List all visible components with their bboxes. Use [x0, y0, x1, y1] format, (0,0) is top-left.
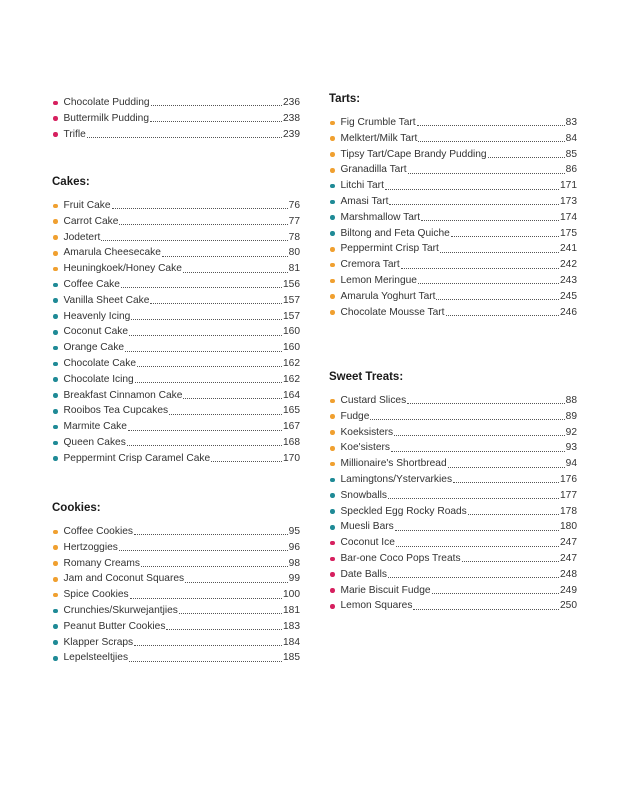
bullet-dot-icon — [53, 624, 58, 629]
bullet-dot-icon — [330, 493, 335, 498]
toc-entry — [329, 583, 577, 599]
bullet-dot-icon — [53, 251, 58, 256]
entry-page-number: 88 — [565, 395, 577, 406]
dot-leader — [211, 461, 282, 462]
entry-page-number: 156 — [283, 278, 300, 290]
bullet-dot-icon — [330, 541, 335, 546]
entry-page-number: 167 — [283, 421, 300, 433]
toc-entry — [329, 440, 577, 456]
dot-leader — [413, 609, 559, 610]
bullet-dot-icon — [330, 572, 335, 577]
entry-page-number: 180 — [560, 521, 577, 533]
bullet-dot-icon — [53, 204, 58, 209]
entry-page-number: 249 — [560, 584, 577, 596]
dot-leader — [388, 498, 559, 499]
dot-leader — [151, 105, 282, 106]
entry-title: Coconut Cake — [63, 326, 129, 338]
dot-leader — [488, 157, 565, 158]
bullet-dot-icon — [330, 430, 335, 435]
toc-entry — [329, 115, 577, 131]
entry-page-number: 178 — [560, 505, 577, 517]
entry-title: Tipsy Tart/Cape Brandy Pudding — [340, 148, 487, 160]
entry-page-number: 77 — [288, 215, 300, 227]
toc-entry — [52, 372, 300, 388]
bullet-dot-icon — [53, 640, 58, 645]
bullet-dot-icon — [330, 184, 335, 189]
entry-page-number: 177 — [560, 489, 577, 501]
entry-title: Crunchies/Skurwejantjies — [63, 604, 178, 616]
entry-page-number: 171 — [560, 180, 577, 192]
toc-entry — [52, 451, 300, 467]
toc-entry — [52, 619, 300, 635]
entry-title: Spice Cookies — [63, 589, 129, 601]
dot-leader — [179, 613, 282, 614]
bullet-dot-icon — [330, 399, 335, 404]
dot-leader — [101, 240, 287, 241]
bullet-dot-icon — [53, 441, 58, 446]
entry-page-number: 170 — [283, 452, 300, 464]
dot-leader — [134, 645, 282, 646]
entry-page-number: 96 — [288, 541, 300, 553]
entry-title: Marmite Cake — [63, 421, 127, 433]
entry-page-number: 81 — [288, 263, 300, 275]
toc-entry — [52, 635, 300, 651]
toc-entry — [52, 230, 300, 246]
bullet-dot-icon — [330, 136, 335, 141]
entry-title: Marshmallow Tart — [340, 211, 421, 223]
bullet-dot-icon — [330, 446, 335, 451]
entry-title: Bar-one Coco Pops Treats — [340, 552, 461, 564]
entry-page-number: 89 — [565, 410, 577, 422]
dot-leader — [394, 435, 565, 436]
toc-entry — [52, 435, 300, 451]
bullet-dot-icon — [53, 314, 58, 319]
bullet-dot-icon — [53, 609, 58, 614]
entry-page-number: 160 — [283, 342, 300, 354]
toc-entry — [329, 488, 577, 504]
dot-leader — [385, 189, 559, 190]
toc-entry — [329, 567, 577, 583]
toc-entry — [52, 214, 300, 230]
entry-title: Coconut Ice — [340, 537, 395, 549]
entry-title: Fruit Cake — [63, 200, 111, 211]
entry-title: Muesli Bars — [340, 521, 394, 533]
entry-page-number: 165 — [283, 405, 300, 417]
toc-entry — [52, 571, 300, 587]
toc-entry — [52, 603, 300, 619]
toc-entry — [329, 257, 577, 273]
entry-title: Koeksisters — [340, 426, 394, 438]
bullet-dot-icon — [53, 456, 58, 461]
dot-leader — [417, 125, 565, 126]
entry-page-number: 164 — [283, 389, 300, 401]
bullet-dot-icon — [330, 414, 335, 419]
dot-leader — [418, 283, 559, 284]
dot-leader — [150, 303, 282, 304]
entry-title: Fudge — [340, 410, 370, 422]
toc-entry — [329, 273, 577, 289]
toc-entry — [329, 535, 577, 551]
toc-entry — [329, 598, 577, 614]
toc-entry — [52, 293, 300, 309]
bullet-dot-icon — [53, 425, 58, 430]
entry-title: Buttermilk Pudding — [63, 112, 150, 124]
entry-title: Litchi Tart — [340, 180, 384, 192]
entry-title: Custard Slices — [340, 395, 407, 406]
entry-title: Amarula Yoghurt Tart — [340, 290, 436, 302]
entry-page-number: 174 — [560, 211, 577, 223]
bullet-dot-icon — [53, 116, 58, 121]
entry-page-number: 168 — [283, 436, 300, 448]
bullet-dot-icon — [53, 283, 58, 288]
dot-leader — [448, 467, 565, 468]
toc-entry — [52, 587, 300, 603]
entry-title: Queen Cakes — [63, 436, 126, 448]
dot-leader — [169, 414, 282, 415]
entry-title: Speckled Egg Rocky Roads — [340, 505, 467, 517]
bullet-dot-icon — [53, 235, 58, 240]
dot-leader — [389, 204, 559, 205]
entry-page-number: 250 — [560, 600, 577, 612]
dot-leader — [119, 224, 287, 225]
entry-page-number: 85 — [565, 148, 577, 160]
dot-leader — [119, 550, 288, 551]
dot-leader — [127, 445, 282, 446]
entry-page-number: 157 — [283, 294, 300, 306]
cookies-section — [52, 500, 300, 666]
entry-title: Lepelsteeltjies — [63, 652, 129, 664]
dot-leader — [436, 299, 559, 300]
dot-leader — [166, 629, 282, 630]
toc-entry — [52, 388, 300, 404]
dot-leader — [396, 546, 559, 547]
bullet-dot-icon — [53, 219, 58, 224]
dot-leader — [130, 598, 282, 599]
entry-title: Lemon Meringue — [340, 274, 417, 286]
entry-page-number: 239 — [283, 128, 300, 140]
toc-entry — [329, 425, 577, 441]
toc-entry — [329, 241, 577, 257]
entry-page-number: 181 — [283, 604, 300, 616]
dot-leader — [112, 208, 288, 209]
toc-entry — [52, 524, 300, 540]
entry-page-number: 242 — [560, 259, 577, 271]
dot-leader — [128, 430, 282, 431]
entry-page-number: 184 — [283, 636, 300, 648]
bullet-dot-icon — [330, 509, 335, 514]
bullet-dot-icon — [330, 478, 335, 483]
dot-leader — [131, 319, 282, 320]
entry-page-number: 94 — [565, 458, 577, 470]
entry-title: Orange Cake — [63, 342, 125, 354]
bullet-dot-icon — [53, 656, 58, 661]
entry-title: Rooibos Tea Cupcakes — [63, 405, 169, 417]
bullet-dot-icon — [53, 561, 58, 566]
dot-leader — [408, 173, 565, 174]
toc-entry — [329, 194, 577, 210]
entry-page-number: 92 — [565, 426, 577, 438]
dot-leader — [370, 419, 564, 420]
bullet-dot-icon — [330, 310, 335, 315]
entry-title: Romany Creams — [63, 557, 140, 569]
entry-title: Lamingtons/Ystervarkies — [340, 473, 453, 485]
bullet-dot-icon — [53, 101, 58, 106]
bullet-dot-icon — [330, 247, 335, 252]
toc-entry — [52, 245, 300, 261]
toc-entry — [329, 289, 577, 305]
entry-title: Chocolate Pudding — [63, 97, 150, 108]
entry-title: Date Balls — [340, 568, 387, 580]
entry-title: Peppermint Crisp Caramel Cake — [63, 452, 211, 464]
toc-entry — [52, 277, 300, 293]
entry-title: Melktert/Milk Tart — [340, 132, 418, 144]
toc-entry — [329, 226, 577, 242]
bullet-dot-icon — [330, 231, 335, 236]
toc-entry — [52, 650, 300, 666]
section-heading-sweet-treats: Sweet Treats: — [329, 371, 404, 383]
toc-entry — [52, 340, 300, 356]
entry-title: Snowballs — [340, 489, 387, 501]
entry-page-number: 245 — [560, 290, 577, 302]
entry-title: Coffee Cookies — [63, 526, 133, 537]
entry-page-number: 160 — [283, 326, 300, 338]
dot-leader — [401, 268, 559, 269]
bullet-dot-icon — [53, 577, 58, 582]
entry-title: Millionaire's Shortbread — [340, 458, 447, 470]
toc-entry — [329, 131, 577, 147]
bullet-dot-icon — [330, 168, 335, 173]
puddings-list — [52, 95, 300, 142]
cakes-section — [52, 174, 300, 467]
entry-page-number: 157 — [283, 310, 300, 322]
toc-entry — [52, 356, 300, 372]
toc-entry — [52, 111, 300, 127]
entry-title: Fig Crumble Tart — [340, 117, 416, 128]
dot-leader — [388, 577, 559, 578]
toc-entry — [52, 324, 300, 340]
entry-page-number: 93 — [565, 442, 577, 454]
dot-leader — [468, 514, 559, 515]
entry-page-number: 162 — [283, 357, 300, 369]
bullet-dot-icon — [330, 152, 335, 157]
toc-entry — [52, 198, 300, 214]
bullet-dot-icon — [53, 298, 58, 303]
entry-title: Peppermint Crisp Tart — [340, 243, 439, 255]
dot-leader — [129, 661, 282, 662]
bullet-dot-icon — [53, 409, 58, 414]
dot-leader — [462, 561, 559, 562]
tarts-section — [329, 91, 577, 320]
dot-leader — [129, 335, 282, 336]
toc-entry — [329, 456, 577, 472]
entry-title: Lemon Squares — [340, 600, 413, 612]
entry-title: Trifle — [63, 128, 86, 140]
dot-leader — [134, 534, 288, 535]
bullet-dot-icon — [53, 362, 58, 367]
entry-page-number: 78 — [288, 231, 300, 243]
bullet-dot-icon — [330, 263, 335, 268]
toc-entry — [329, 305, 577, 321]
toc-entry — [329, 210, 577, 226]
dot-leader — [407, 403, 564, 404]
dot-leader — [125, 351, 282, 352]
dot-leader — [440, 252, 559, 253]
entry-page-number: 98 — [288, 557, 300, 569]
dot-leader — [446, 315, 559, 316]
bullet-dot-icon — [330, 604, 335, 609]
toc-entry — [329, 519, 577, 535]
entry-title: Amasi Tart — [340, 195, 389, 207]
entry-page-number: 185 — [283, 652, 300, 664]
dot-leader — [137, 366, 282, 367]
dot-leader — [162, 256, 288, 257]
entry-page-number: 175 — [560, 227, 577, 239]
entry-page-number: 176 — [560, 473, 577, 485]
entry-page-number: 241 — [560, 243, 577, 255]
entry-page-number: 95 — [288, 526, 300, 537]
entry-title: Klapper Scraps — [63, 636, 134, 648]
entry-page-number: 243 — [560, 274, 577, 286]
entry-title: Koe'sisters — [340, 442, 391, 454]
bullet-dot-icon — [330, 200, 335, 205]
bullet-dot-icon — [53, 377, 58, 382]
bullet-dot-icon — [53, 330, 58, 335]
dot-leader — [432, 593, 559, 594]
dot-leader — [135, 382, 282, 383]
bullet-dot-icon — [53, 545, 58, 550]
entry-title: Amarula Cheesecake — [63, 247, 161, 259]
toc-entry — [329, 409, 577, 425]
sweet-treats-list — [329, 393, 577, 614]
entry-title: Biltong and Feta Quiche — [340, 227, 450, 239]
bullet-dot-icon — [53, 530, 58, 535]
entry-title: Jodetert — [63, 231, 101, 243]
bullet-dot-icon — [53, 346, 58, 351]
entry-title: Marie Biscuit Fudge — [340, 584, 431, 596]
dot-leader — [183, 272, 288, 273]
entry-title: Chocolate Cake — [63, 357, 136, 369]
entry-title: Vanilla Sheet Cake — [63, 294, 150, 306]
entry-title: Granadilla Tart — [340, 164, 407, 176]
puddings-section — [52, 95, 300, 142]
toc-entry — [329, 472, 577, 488]
dot-leader — [391, 451, 565, 452]
entry-page-number: 162 — [283, 373, 300, 385]
dot-leader — [421, 220, 559, 221]
entry-title: Peanut Butter Cookies — [63, 620, 166, 632]
bullet-dot-icon — [330, 462, 335, 467]
bullet-dot-icon — [330, 525, 335, 530]
entry-page-number: 84 — [565, 132, 577, 144]
entry-title: Carrot Cake — [63, 215, 119, 227]
entry-page-number: 183 — [283, 620, 300, 632]
entry-page-number: 80 — [288, 247, 300, 259]
dot-leader — [121, 287, 282, 288]
toc-entry — [52, 419, 300, 435]
entry-page-number: 236 — [283, 97, 300, 108]
section-heading-tarts: Tarts: — [329, 93, 361, 105]
bullet-dot-icon — [53, 393, 58, 398]
toc-entry — [329, 551, 577, 567]
cookies-list — [52, 524, 300, 666]
toc-entry — [52, 127, 300, 143]
entry-page-number: 246 — [560, 306, 577, 318]
bullet-dot-icon — [330, 294, 335, 299]
toc-entry — [52, 540, 300, 556]
bullet-dot-icon — [53, 132, 58, 137]
toc-entry — [52, 403, 300, 419]
entry-page-number: 247 — [560, 552, 577, 564]
toc-entry — [52, 556, 300, 572]
toc-entry — [329, 393, 577, 409]
entry-title: Hertzoggies — [63, 541, 118, 553]
dot-leader — [418, 141, 564, 142]
entry-title: Breakfast Cinnamon Cake — [63, 389, 183, 401]
entry-page-number: 100 — [283, 589, 300, 601]
entry-page-number: 76 — [288, 200, 300, 211]
dot-leader — [87, 137, 282, 138]
entry-title: Chocolate Icing — [63, 373, 134, 385]
bullet-dot-icon — [330, 215, 335, 220]
toc-entry — [329, 178, 577, 194]
entry-page-number: 238 — [283, 112, 300, 124]
toc-entry — [329, 162, 577, 178]
entry-page-number: 248 — [560, 568, 577, 580]
dot-leader — [150, 121, 282, 122]
entry-page-number: 83 — [565, 117, 577, 128]
entry-title: Heuningkoek/Honey Cake — [63, 263, 182, 275]
sweet-treats-section — [329, 369, 577, 614]
entry-page-number: 86 — [565, 164, 577, 176]
section-heading-cookies: Cookies: — [52, 502, 101, 514]
bullet-dot-icon — [53, 593, 58, 598]
toc-entry — [52, 309, 300, 325]
dot-leader — [141, 566, 288, 567]
toc-entry — [52, 261, 300, 277]
cakes-list — [52, 198, 300, 467]
bullet-dot-icon — [330, 121, 335, 126]
entry-page-number: 247 — [560, 537, 577, 549]
bullet-dot-icon — [330, 588, 335, 593]
tarts-list — [329, 115, 577, 320]
dot-leader — [395, 530, 559, 531]
dot-leader — [453, 482, 559, 483]
toc-entry — [52, 95, 300, 111]
entry-page-number: 99 — [288, 573, 300, 585]
bullet-dot-icon — [330, 279, 335, 284]
dot-leader — [185, 582, 288, 583]
entry-page-number: 173 — [560, 195, 577, 207]
entry-title: Coffee Cake — [63, 278, 120, 290]
entry-title: Cremora Tart — [340, 259, 400, 271]
entry-title: Chocolate Mousse Tart — [340, 306, 445, 318]
dot-leader — [451, 236, 559, 237]
bullet-dot-icon — [53, 267, 58, 272]
dot-leader — [183, 398, 282, 399]
bullet-dot-icon — [330, 557, 335, 562]
toc-entry — [329, 504, 577, 520]
entry-title: Jam and Coconut Squares — [63, 573, 185, 585]
toc-entry — [329, 147, 577, 163]
entry-title: Heavenly Icing — [63, 310, 131, 322]
section-heading-cakes: Cakes: — [52, 176, 90, 188]
